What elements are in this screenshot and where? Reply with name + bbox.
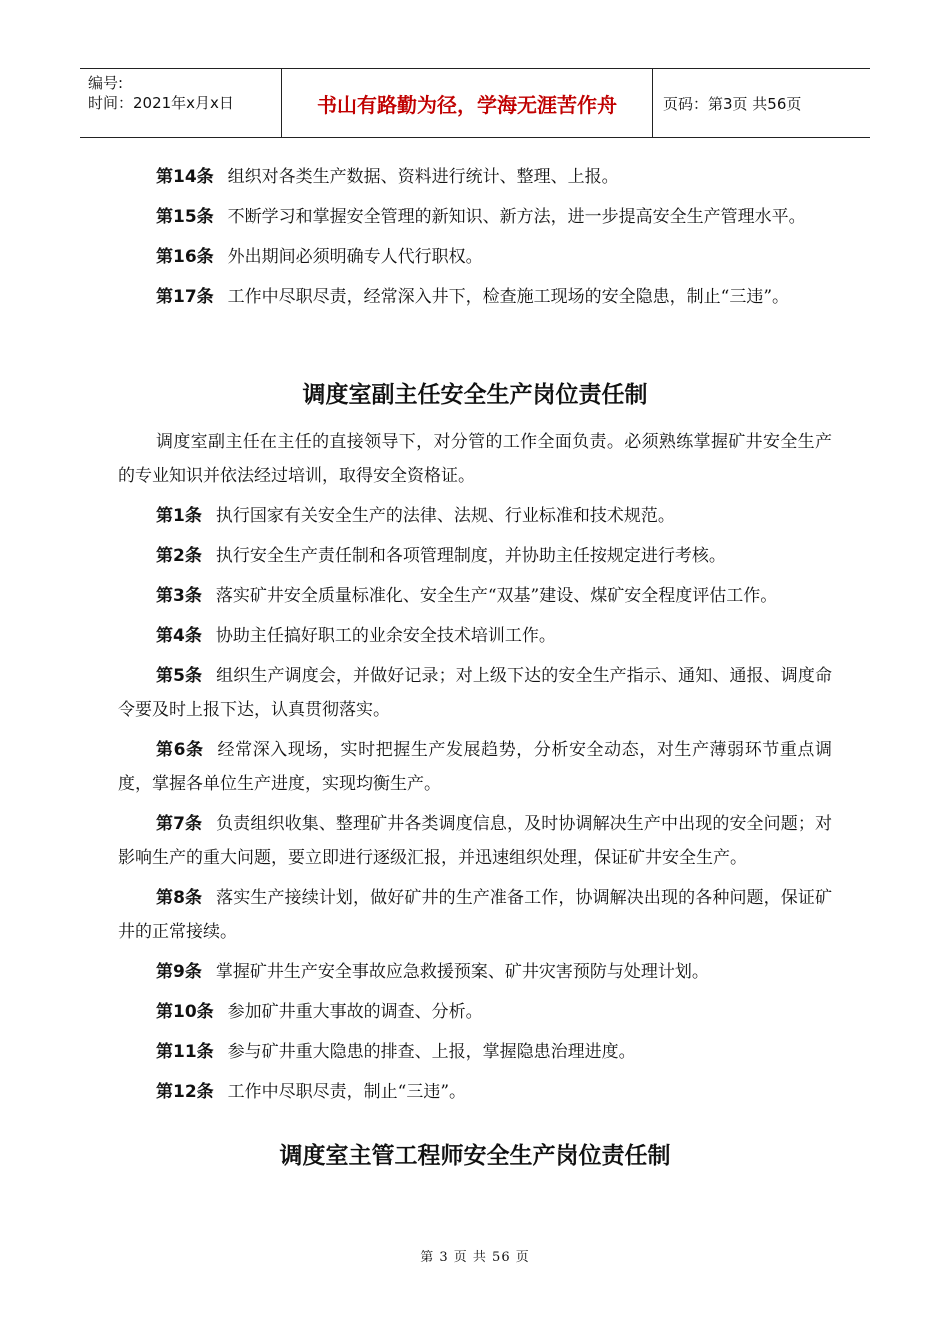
time-label: 时间：2021年x月x日 [88, 94, 234, 112]
article-text: 经常深入现场，实时把握生产发展趋势，分析安全动态，对生产薄弱环节重点调度，掌握各单位生产进度，实现均衡生产。 [118, 740, 832, 794]
article-number: 第12条 [156, 1082, 214, 1102]
article-number: 第14条 [156, 167, 214, 187]
article-number: 第17条 [156, 287, 214, 307]
article-number: 第15条 [156, 207, 214, 227]
article-text: 不断学习和掌握安全管理的新知识、新方法，进一步提高安全生产管理水平。 [227, 207, 806, 227]
article-text: 掌握矿井生产安全事故应急救援预案、矿井灾害预防与处理计划。 [215, 962, 709, 982]
article-11 [118, 1035, 832, 1069]
section-title-deputy-director: 调度室副主任安全生产岗位责任制 [302, 382, 648, 408]
article-text: 外出期间必须明确专人代行职权。 [227, 247, 483, 267]
article-number: 第10条 [156, 1002, 214, 1022]
article-text: 工作中尽职尽责，制止“三违”。 [227, 1082, 467, 1102]
number-label: 编号: [88, 74, 124, 92]
article-text: 执行国家有关安全生产的法律、法规、行业标准和技术规范。 [215, 506, 675, 526]
header-page-info: 页码：第3页 共56页 [663, 94, 802, 113]
article-number: 第2条 [156, 546, 202, 566]
article-text: 落实矿井安全质量标准化、安全生产“双基”建设、煤矿安全程度评估工作。 [215, 586, 778, 606]
article-text: 负责组织收集、整理矿井各类调度信息，及时协调解决生产中出现的安全问题；对影响生产的重大问题，要立即进行逐级汇报，并迅速组织处理，保证矿井安全生产。 [118, 814, 832, 868]
article-9 [118, 955, 832, 989]
article-5 [118, 659, 832, 727]
article-4 [118, 619, 832, 653]
page-header [80, 68, 870, 138]
article-text: 组织生产调度会，并做好记录；对上级下达的安全生产指示、通知、通报、调度命令要及时上报下达，认真贯彻落实。 [118, 666, 832, 720]
article-8 [118, 881, 832, 949]
article-6 [118, 733, 832, 801]
article-1 [118, 499, 832, 533]
document-body [118, 160, 832, 1170]
article-text: 参与矿井重大隐患的排查、上报，掌握隐患治理进度。 [227, 1042, 636, 1062]
article-number: 第7条 [156, 814, 203, 834]
article-text: 工作中尽职尽责，经常深入井下，检查施工现场的安全隐患，制止“三违”。 [227, 287, 790, 307]
article-15 [118, 200, 832, 234]
article-text: 组织对各类生产数据、资料进行统计、整理、上报。 [227, 167, 619, 187]
article-number: 第5条 [156, 666, 203, 686]
article-text: 落实生产接续计划，做好矿井的生产准备工作，协调解决出现的各种问题，保证矿井的正常接续。 [118, 888, 832, 942]
article-number: 第4条 [156, 626, 202, 646]
article-number: 第8条 [156, 888, 203, 908]
article-3 [118, 579, 832, 613]
article-12 [118, 1075, 832, 1109]
article-2 [118, 539, 832, 573]
article-number: 第6条 [156, 740, 204, 760]
article-17 [118, 280, 832, 314]
page-footer: 第 3 页 共 56 页 [420, 1250, 530, 1265]
section-title-chief-engineer: 调度室主管工程师安全生产岗位责任制 [279, 1143, 671, 1169]
article-16 [118, 240, 832, 274]
article-text: 协助主任搞好职工的业余安全技术培训工作。 [215, 626, 556, 646]
article-10 [118, 995, 832, 1029]
article-text: 执行安全生产责任制和各项管理制度，并协助主任按规定进行考核。 [215, 546, 726, 566]
article-number: 第1条 [156, 506, 202, 526]
article-number: 第3条 [156, 586, 202, 606]
article-number: 第9条 [156, 962, 202, 982]
header-meta [80, 69, 282, 137]
article-14 [118, 160, 832, 194]
section-intro: 调度室副主任在主任的直接领导下，对分管的工作全面负责。必须熟练掌握矿井安全生产的专业知识并依法经过培训，取得安全资格证。 [118, 432, 832, 486]
article-7 [118, 807, 832, 875]
article-number: 第11条 [156, 1042, 214, 1062]
header-motto: 书山有路勤为径，学海无涯苦作舟 [282, 69, 653, 137]
article-text: 参加矿井重大事故的调查、分析。 [227, 1002, 483, 1022]
article-number: 第16条 [156, 247, 214, 267]
